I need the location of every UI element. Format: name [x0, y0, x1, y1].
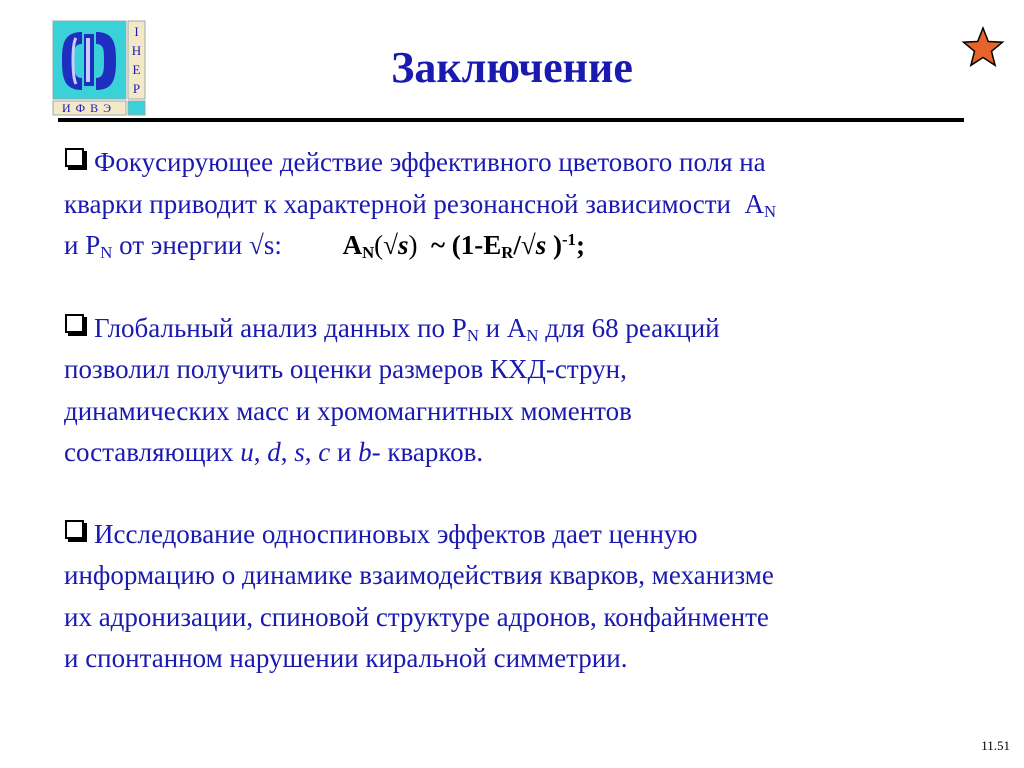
slide-title: Заключение	[391, 43, 633, 92]
logo-side-letter-1: I	[134, 24, 139, 39]
bullet-line: информацию о динамике взаимодействия кварков, механизме	[64, 560, 774, 590]
bullet-single-spin	[64, 514, 970, 680]
logo-side-letter-3: Е	[132, 62, 141, 77]
bullet-line: динамических масс и хромомагнитных моментов	[64, 395, 632, 426]
page-number: 11.51	[981, 738, 1010, 753]
bullet-line: Глобальный анализ данных по $P_N$ и $A_N$ для 68 реакций	[64, 308, 970, 350]
logo-side-letter-2: Н	[131, 43, 142, 58]
checkbox-bullet-icon	[65, 314, 84, 333]
resonance-formula: $A_N(√s)$ ~ ($1-E_R/√s$ )$^{-1}$;	[342, 229, 585, 263]
title-divider	[58, 118, 964, 122]
checkbox-bullet-icon	[65, 148, 84, 167]
slide-body	[64, 142, 970, 680]
star-icon[interactable]	[961, 26, 1005, 70]
bullet-global-analysis	[64, 308, 970, 474]
logo-bottom-letters: ИФВЭ	[61, 101, 117, 115]
bullet-line: их адронизации, спиновой структуре адронов, конфайнменте	[64, 601, 769, 632]
bullet-focusing	[64, 142, 970, 267]
bullet-line: и спонтанном нарушении киральной симметрии.	[64, 643, 628, 673]
logo-side-letter-4: Р	[132, 81, 141, 96]
bullet-line: кварки приводит к характерной резонансной зависимости $A_N$	[64, 188, 777, 221]
bullet-line-formula: и $P_N$ от энергии √s: $A_N(√s)$ ~ ($1-E_R/√s$ )$^{-1}$;	[64, 229, 585, 263]
checkbox-bullet-icon	[65, 520, 84, 539]
bullet-line: позволил получить оценки размеров КХД-струн,	[64, 354, 627, 384]
bullet-line: составляющих u, d, s, c и b- кварков.	[64, 437, 484, 467]
bullet-line: Исследование односпиновых эффектов дает ценную	[64, 514, 970, 556]
bullet-line: Фокусирующее действие эффективного цветового поля на	[64, 142, 970, 184]
